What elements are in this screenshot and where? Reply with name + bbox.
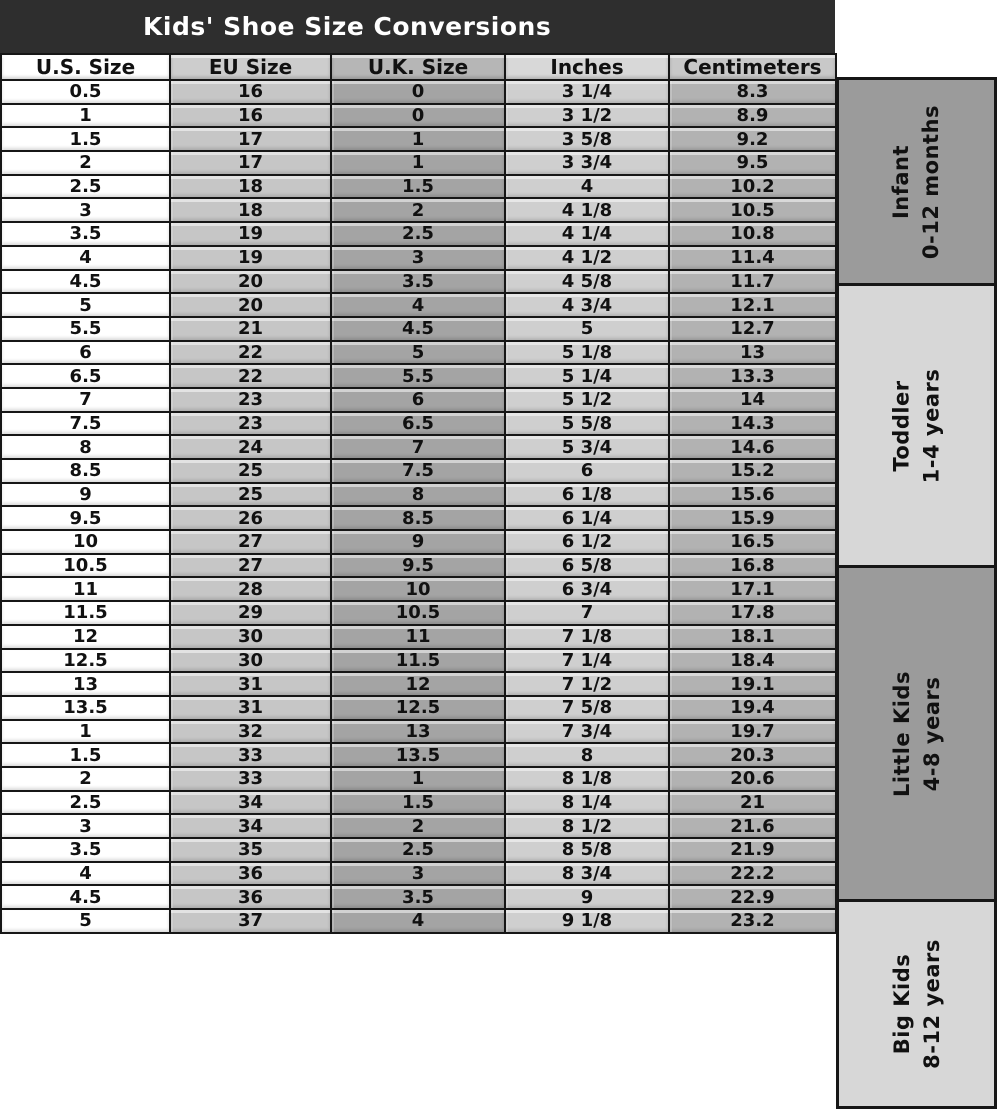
cell: 5 1/8: [505, 341, 669, 365]
age-group-label: [887, 369, 947, 484]
chart-title: Kids' Shoe Size Conversions: [143, 12, 552, 41]
cell: 24: [170, 435, 331, 459]
cell: 11: [1, 577, 170, 601]
cell: 4.5: [1, 270, 170, 294]
cell: 13.5: [1, 696, 170, 720]
cell: 0.5: [1, 80, 170, 104]
table-row: [1, 625, 836, 649]
cell: 6: [1, 341, 170, 365]
age-group-range: 0-12 months: [919, 104, 944, 259]
age-group-big-kids: [836, 899, 997, 1109]
cell: 12.1: [669, 293, 836, 317]
cell: 9.5: [669, 151, 836, 175]
cell: 9.5: [1, 506, 170, 530]
cell: 8.5: [1, 459, 170, 483]
cell: 10.5: [331, 601, 505, 625]
cell: 5.5: [1, 317, 170, 341]
cell: 7.5: [1, 412, 170, 436]
cell: 5 5/8: [505, 412, 669, 436]
cell: 5: [505, 317, 669, 341]
table-row: [1, 791, 836, 815]
cell: 34: [170, 791, 331, 815]
cell: 13: [331, 720, 505, 744]
cell: 32: [170, 720, 331, 744]
cell: 3.5: [1, 222, 170, 246]
table-row: [1, 554, 836, 578]
cell: 5 1/4: [505, 364, 669, 388]
table-row: [1, 412, 836, 436]
cell: 15.2: [669, 459, 836, 483]
cell: 7.5: [331, 459, 505, 483]
table-row: [1, 459, 836, 483]
cell: 4 1/4: [505, 222, 669, 246]
cell: 8 5/8: [505, 838, 669, 862]
cell: 22: [170, 364, 331, 388]
cell: 10.2: [669, 175, 836, 199]
cell: 10: [331, 577, 505, 601]
cell: 13: [669, 341, 836, 365]
cell: 7 1/4: [505, 649, 669, 673]
cell: 27: [170, 554, 331, 578]
cell: 28: [170, 577, 331, 601]
cell: 5: [1, 909, 170, 933]
cell: 6: [505, 459, 669, 483]
cell: 21.9: [669, 838, 836, 862]
cell: 4 5/8: [505, 270, 669, 294]
cell: 1: [331, 151, 505, 175]
cell: 35: [170, 838, 331, 862]
cell: 10.8: [669, 222, 836, 246]
cell: 17: [170, 151, 331, 175]
cell: 14.6: [669, 435, 836, 459]
cell: 4.5: [1, 885, 170, 909]
cell: 13.5: [331, 743, 505, 767]
cell: 8.9: [669, 104, 836, 128]
table-row: [1, 175, 836, 199]
table-row: [1, 720, 836, 744]
cell: 22.2: [669, 862, 836, 886]
cell: 4: [1, 862, 170, 886]
cell: 7: [1, 388, 170, 412]
cell: 23: [170, 412, 331, 436]
cell: 8 1/8: [505, 767, 669, 791]
cell: 34: [170, 814, 331, 838]
age-group-name: Little Kids: [889, 671, 914, 798]
cell: 8: [505, 743, 669, 767]
cell: 9.2: [669, 127, 836, 151]
cell: 3: [331, 246, 505, 270]
cell: 10: [1, 530, 170, 554]
table-row: [1, 127, 836, 151]
cell: 15.9: [669, 506, 836, 530]
cell: 3 5/8: [505, 127, 669, 151]
table-row: [1, 246, 836, 270]
cell: 2.5: [331, 222, 505, 246]
age-group-range: 1-4 years: [919, 368, 944, 484]
cell: 3 1/2: [505, 104, 669, 128]
cell: 23.2: [669, 909, 836, 933]
age-group-little-kids: [836, 565, 997, 903]
cell: 12.5: [331, 696, 505, 720]
cell: 3 1/4: [505, 80, 669, 104]
cell: 13: [1, 672, 170, 696]
table-row: [1, 767, 836, 791]
cell: 21: [170, 317, 331, 341]
cell: 4: [505, 175, 669, 199]
table-row: [1, 80, 836, 104]
cell: 7 1/8: [505, 625, 669, 649]
table-row: [1, 506, 836, 530]
cell: 23: [170, 388, 331, 412]
cell: 19.4: [669, 696, 836, 720]
table-row: [1, 530, 836, 554]
cell: 11.7: [669, 270, 836, 294]
table-row: [1, 743, 836, 767]
column-header: Centimeters: [669, 54, 836, 80]
table-row: [1, 388, 836, 412]
cell: 0: [331, 80, 505, 104]
cell: 6 1/4: [505, 506, 669, 530]
cell: 18.4: [669, 649, 836, 673]
cell: 37: [170, 909, 331, 933]
age-group-label: [886, 939, 946, 1069]
cell: 29: [170, 601, 331, 625]
cell: 26: [170, 506, 331, 530]
cell: 4 1/8: [505, 198, 669, 222]
cell: 3 3/4: [505, 151, 669, 175]
cell: 12: [331, 672, 505, 696]
cell: 6 1/8: [505, 483, 669, 507]
cell: 17.8: [669, 601, 836, 625]
cell: 16: [170, 104, 331, 128]
column-header: EU Size: [170, 54, 331, 80]
table-row: [1, 435, 836, 459]
column-header: Inches: [505, 54, 669, 80]
cell: 1.5: [1, 127, 170, 151]
cell: 5 3/4: [505, 435, 669, 459]
cell: 4: [1, 246, 170, 270]
cell: 0: [331, 104, 505, 128]
cell: 5.5: [331, 364, 505, 388]
table-row: [1, 814, 836, 838]
cell: 4: [331, 909, 505, 933]
cell: 2.5: [331, 838, 505, 862]
cell: 1.5: [331, 791, 505, 815]
cell: 22: [170, 341, 331, 365]
cell: 9: [505, 885, 669, 909]
table-row: [1, 222, 836, 246]
cell: 17: [170, 127, 331, 151]
cell: 8 3/4: [505, 862, 669, 886]
table-row: [1, 341, 836, 365]
cell: 6 5/8: [505, 554, 669, 578]
cell: 7 1/2: [505, 672, 669, 696]
cell: 3.5: [331, 885, 505, 909]
cell: 18: [170, 198, 331, 222]
cell: 1.5: [331, 175, 505, 199]
cell: 3.5: [1, 838, 170, 862]
cell: 31: [170, 672, 331, 696]
table-row: [1, 293, 836, 317]
cell: 1: [1, 104, 170, 128]
cell: 8 1/2: [505, 814, 669, 838]
age-group-name: Big Kids: [889, 953, 914, 1055]
cell: 25: [170, 459, 331, 483]
cell: 12.5: [1, 649, 170, 673]
cell: 7 5/8: [505, 696, 669, 720]
cell: 19.7: [669, 720, 836, 744]
cell: 16: [170, 80, 331, 104]
table-row: [1, 838, 836, 862]
table-row: [1, 909, 836, 933]
cell: 14: [669, 388, 836, 412]
cell: 30: [170, 625, 331, 649]
table-row: [1, 862, 836, 886]
cell: 10.5: [1, 554, 170, 578]
cell: 33: [170, 767, 331, 791]
cell: 7 3/4: [505, 720, 669, 744]
cell: 9 1/8: [505, 909, 669, 933]
cell: 6 1/2: [505, 530, 669, 554]
cell: 10.5: [669, 198, 836, 222]
age-group-label: [887, 105, 947, 259]
cell: 6: [331, 388, 505, 412]
cell: 25: [170, 483, 331, 507]
column-header: U.K. Size: [331, 54, 505, 80]
cell: 9: [331, 530, 505, 554]
table-row: [1, 649, 836, 673]
age-group-label: [886, 671, 946, 797]
table-row: [1, 270, 836, 294]
age-group-infant: [836, 77, 997, 287]
table-row: [1, 104, 836, 128]
cell: 3: [1, 198, 170, 222]
cell: 7: [505, 601, 669, 625]
cell: 5: [1, 293, 170, 317]
cell: 6 3/4: [505, 577, 669, 601]
header-row: [1, 54, 836, 80]
cell: 20: [170, 270, 331, 294]
cell: 21.6: [669, 814, 836, 838]
cell: 33: [170, 743, 331, 767]
cell: 4: [331, 293, 505, 317]
cell: 11.5: [1, 601, 170, 625]
cell: 30: [170, 649, 331, 673]
cell: 1: [331, 127, 505, 151]
cell: 21: [669, 791, 836, 815]
cell: 4.5: [331, 317, 505, 341]
age-group-name: Toddler: [889, 380, 914, 472]
cell: 17.1: [669, 577, 836, 601]
cell: 3: [1, 814, 170, 838]
cell: 15.6: [669, 483, 836, 507]
cell: 13.3: [669, 364, 836, 388]
cell: 8 1/4: [505, 791, 669, 815]
cell: 19: [170, 222, 331, 246]
cell: 22.9: [669, 885, 836, 909]
conversion-table: [0, 53, 837, 934]
cell: 14.3: [669, 412, 836, 436]
cell: 18: [170, 175, 331, 199]
cell: 3: [331, 862, 505, 886]
table-row: [1, 483, 836, 507]
age-group-range: 8-12 years: [919, 939, 944, 1070]
cell: 2: [1, 767, 170, 791]
cell: 12.7: [669, 317, 836, 341]
table-row: [1, 696, 836, 720]
table-row: [1, 151, 836, 175]
cell: 20.3: [669, 743, 836, 767]
cell: 9.5: [331, 554, 505, 578]
cell: 20: [170, 293, 331, 317]
cell: 2: [1, 151, 170, 175]
cell: 6.5: [331, 412, 505, 436]
cell: 16.5: [669, 530, 836, 554]
age-group-name: Infant: [889, 144, 914, 219]
cell: 12: [1, 625, 170, 649]
cell: 3.5: [331, 270, 505, 294]
chart-title-bar: [0, 0, 835, 53]
cell: 18.1: [669, 625, 836, 649]
cell: 4 3/4: [505, 293, 669, 317]
cell: 1: [1, 720, 170, 744]
cell: 6.5: [1, 364, 170, 388]
cell: 8: [331, 483, 505, 507]
cell: 8.3: [669, 80, 836, 104]
cell: 2: [331, 814, 505, 838]
cell: 11.5: [331, 649, 505, 673]
cell: 1: [331, 767, 505, 791]
table-row: [1, 198, 836, 222]
cell: 8: [1, 435, 170, 459]
cell: 5 1/2: [505, 388, 669, 412]
cell: 8.5: [331, 506, 505, 530]
cell: 36: [170, 862, 331, 886]
cell: 36: [170, 885, 331, 909]
cell: 27: [170, 530, 331, 554]
cell: 16.8: [669, 554, 836, 578]
cell: 11: [331, 625, 505, 649]
cell: 5: [331, 341, 505, 365]
table-row: [1, 672, 836, 696]
table-row: [1, 364, 836, 388]
column-header: U.S. Size: [1, 54, 170, 80]
age-group-toddler: [836, 283, 997, 570]
table-row: [1, 317, 836, 341]
table-row: [1, 601, 836, 625]
age-group-range: 4-8 years: [919, 676, 944, 792]
cell: 2.5: [1, 175, 170, 199]
cell: 7: [331, 435, 505, 459]
cell: 9: [1, 483, 170, 507]
cell: 11.4: [669, 246, 836, 270]
cell: 2.5: [1, 791, 170, 815]
table-row: [1, 577, 836, 601]
table-row: [1, 885, 836, 909]
cell: 19.1: [669, 672, 836, 696]
cell: 2: [331, 198, 505, 222]
cell: 20.6: [669, 767, 836, 791]
cell: 31: [170, 696, 331, 720]
cell: 4 1/2: [505, 246, 669, 270]
cell: 19: [170, 246, 331, 270]
cell: 1.5: [1, 743, 170, 767]
